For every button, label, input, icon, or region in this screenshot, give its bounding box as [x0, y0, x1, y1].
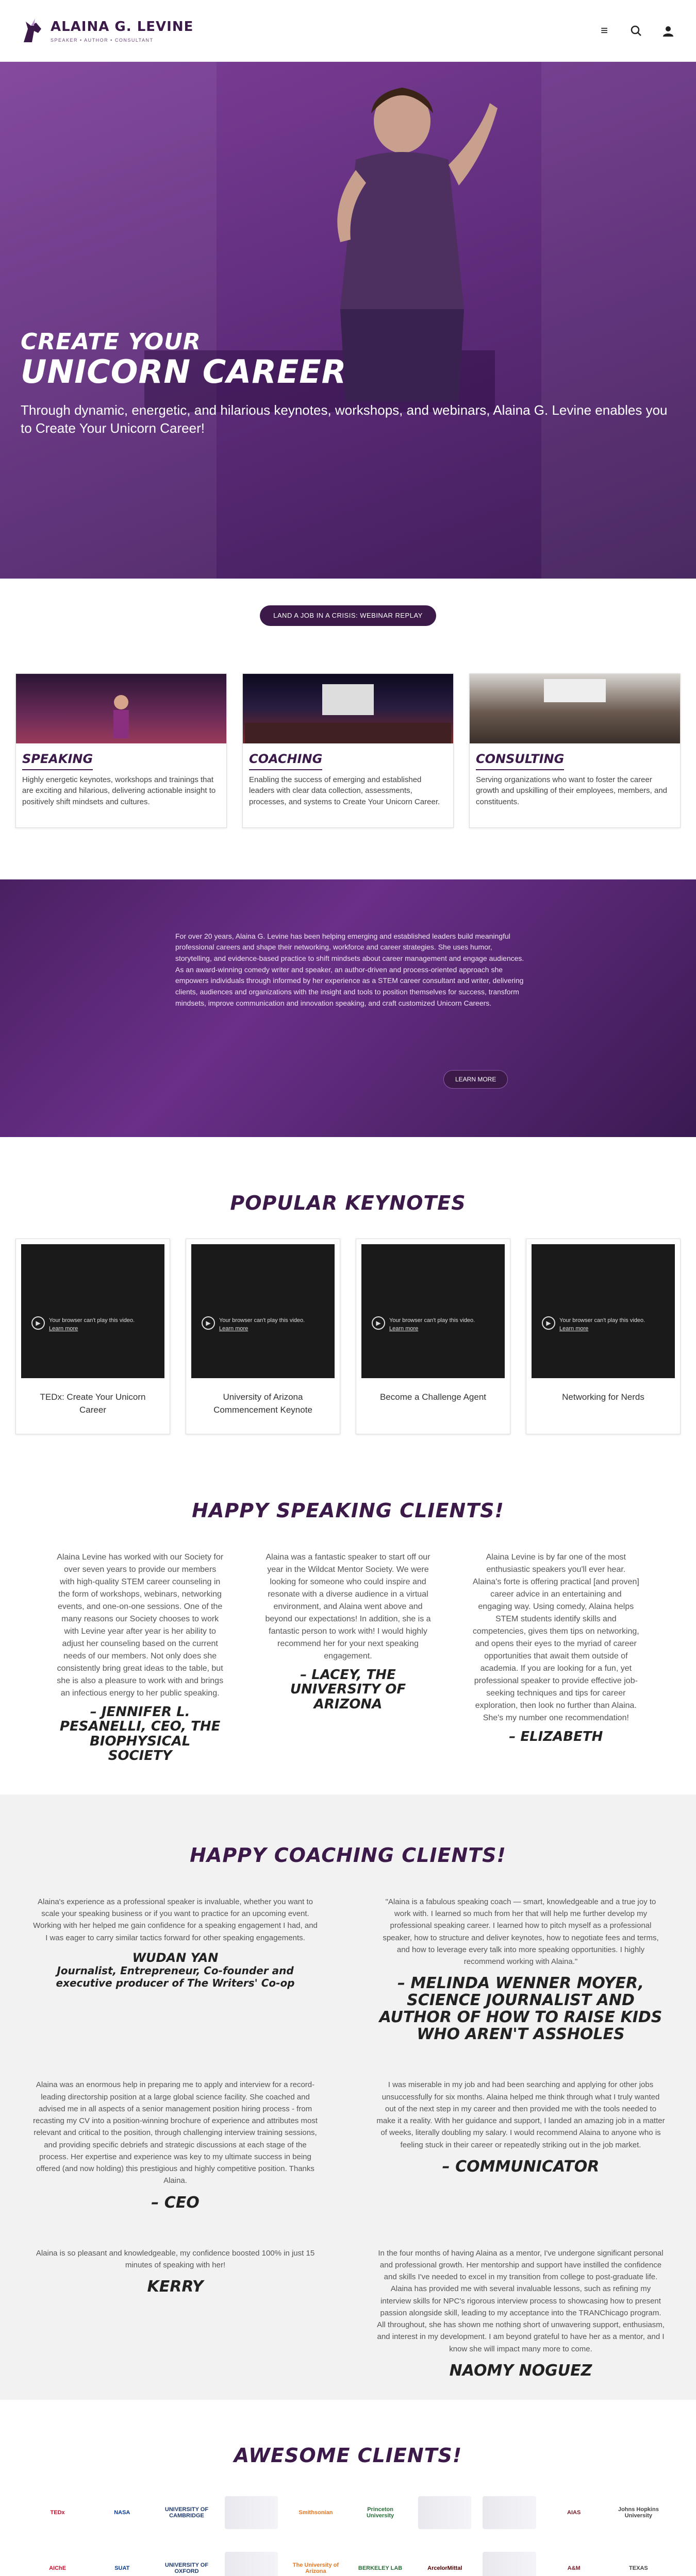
- client-logo: [483, 2552, 536, 2576]
- service-text-coaching: Enabling the success of emerging and established leaders with clear data collection, assessments, processes, and systems to Create Your Unicorn Career.: [249, 775, 440, 806]
- video-error-icon: ▶: [202, 1316, 215, 1330]
- logo-tagline: SPEAKER • AUTHOR • CONSULTANT: [51, 38, 154, 43]
- service-title-consulting: CONSULTING: [476, 750, 564, 770]
- webinar-replay-button[interactable]: LAND A JOB IN A CRISIS: WEBINAR REPLAY: [260, 605, 436, 626]
- testimonial-author: – ELIZABETH: [509, 1728, 603, 1744]
- testimonial-quote: Alaina Levine has worked with our Society for over seven years to provide our members with high-quality STEM career counseling in the form of workshops, webinars, networking events, and one-on-one sessions. One of the many reasons our Society chooses to work with Levine year after year is her ability to adjust her counseling based on the current needs of our members. Not only does she consistently bring great ideas to the table, but she is also a pleasure to work with and brings an infectious energy to her public speaking.: [57, 1552, 224, 1698]
- testimonial-author: – MELINDA WENNER MOYER, SCIENCE JOURNALIST AND AUTHOR OF HOW TO RAISE KIDS WHO AREN'T ASSHOLES: [379, 1974, 662, 2044]
- service-card-consulting[interactable]: [469, 673, 681, 828]
- services-section: [0, 653, 696, 838]
- client-logo: Princeton University: [366, 2506, 394, 2519]
- client-logo: TEDx: [50, 2509, 65, 2516]
- client-logo: Smithsonian: [299, 2509, 333, 2516]
- testimonial-role: Journalist, Entrepreneur, Co-founder and executive producer of The Writers' Co-op: [56, 1964, 295, 1990]
- testimonial-quote: In the four months of having Alaina as a mentor, I've undergone significant personal and professional growth. Her mentorship and support have instilled the confidence and skills I've needed to excel in my transition from college to post-graduate life. Alaina has provided me with several invaluable lessons, such as refining my interview skills for NPC's rigorous interview process to showcasing how to present passion alongside skill, leading to my acceptance into the TRANChicago program. All throughout, she has shown me nothing short of unwavering support, enthusiasm, and interest in my development. I am beyond grateful to have her as a mentor, and I know she will impact many more to come.: [377, 2248, 665, 2353]
- keynote-card[interactable]: [186, 1239, 340, 1434]
- hero-title: [21, 330, 670, 390]
- site-header: [0, 0, 696, 62]
- video-message: Your browser can't play this video.: [49, 1317, 135, 1324]
- keynotes-section: [0, 1137, 696, 1455]
- testimonial: [31, 2247, 320, 2379]
- hero-title-line1: CREATE YOUR: [21, 329, 201, 355]
- client-logo: BERKELEY LAB: [358, 2565, 403, 2571]
- keynote-video[interactable]: [191, 1244, 335, 1378]
- speaking-clients-title: HAPPY SPEAKING CLIENTS!: [192, 1499, 504, 1522]
- learn-more-button[interactable]: LEARN MORE: [443, 1070, 508, 1089]
- client-logo: UNIVERSITY OF CAMBRIDGE: [164, 2506, 209, 2519]
- testimonial-quote: Alaina's experience as a professional speaker is invaluable, whether you want to scale your speaking business or if you want to practice for an upcoming event. Working with her helped me gain confidence for a speaking engagement I had, and I was eager to carry similar tactics forward for other speaking engagements.: [33, 1897, 318, 1942]
- client-logo: A&M: [567, 2565, 581, 2571]
- testimonial-quote: Alaina was an enormous help in preparing me to apply and interview for a record-leading directorship position at a large global science facility. She coached and advised me in all aspects of a senior management position hiring process - from recasting my CV into a position-winning brochure of experience and attributes most relevant and critical to the position, through challenging interview training sessions, and providing specific debriefs and strategic discussions at each stage of the process. Her expertise and experience was key to my ultimate success in being offered (and now holding) this prestigious and highly competitive position. Thanks Alaina.: [33, 2080, 318, 2185]
- service-title-coaching: COACHING: [249, 750, 322, 770]
- search-icon[interactable]: [629, 24, 643, 38]
- speaking-testimonials: [0, 1455, 696, 1794]
- testimonial-quote: Alaina was a fantastic speaker to start off our year in the Wildcat Mentor Society. We were looking for someone who could inspire and resonate with a diverse audience in a virtual environment, and Alaina went above and beyond our expectations! In addition, she is a fantastic person to work with! I would highly recommend her for your next speaking engagement.: [265, 1552, 431, 1660]
- unicorn-logo-icon: [21, 18, 44, 44]
- testimonial-quote: "Alaina is a fabulous speaking coach — smart, knowledgeable and a true joy to work with. I learned so much from her that will help me further develop my professional speaking career. I learned how to pitch myself as a professional speaker, how to structure and deliver keynotes, how to negotiate fees and terms, and how to leverage every talk into more speaking opportunities. I highly recommend working with Alaina.": [383, 1897, 659, 1967]
- testimonial-author: – JENNIFER L. PESANELLI, CEO, THE BIOPHYSICAL SOCIETY: [59, 1704, 221, 1764]
- video-learn-more-link[interactable]: Learn more: [219, 1326, 248, 1332]
- service-title-speaking: SPEAKING: [22, 750, 93, 770]
- service-card-coaching[interactable]: [242, 673, 454, 828]
- user-icon[interactable]: [661, 24, 675, 38]
- service-text-consulting: Serving organizations who want to foster the career growth and upskilling of their employees, members, and constituents.: [476, 775, 668, 806]
- hero-banner: [0, 62, 696, 579]
- hero-title-line2: UNICORN CAREER: [21, 353, 347, 391]
- testimonial: [473, 1551, 639, 1764]
- testimonial: [376, 2247, 665, 2379]
- testimonial-quote: Alaina Levine is by far one of the most enthusiastic speakers you'll ever hear. Alaina's forte is offering practical [and proven] career advice in an entertaining and engaging way. Using comedy, Alaina helps STEM students identify skills and competencies, gives them tips on networking, and opens their eyes to the myriad of career opportunities that await them outside of academia. If you are looking for a fun, yet professional speaker to provide effective job-seeking techniques and tips for career exploration, then look no further than Alaina. She's my number one recommendation!: [472, 1552, 639, 1722]
- testimonial-author: WUDAN YAN: [132, 1950, 219, 1965]
- client-logo: AIAS: [567, 2509, 581, 2516]
- client-logo: NASA: [114, 2509, 130, 2516]
- clients-title: AWESOME CLIENTS!: [234, 2444, 462, 2467]
- testimonial-author: – COMMUNICATOR: [442, 2157, 600, 2176]
- client-logo: [225, 2552, 278, 2576]
- testimonial: [31, 1896, 320, 2043]
- keynotes-title: POPULAR KEYNOTES: [230, 1191, 466, 1214]
- client-logo: Johns Hopkins University: [618, 2506, 659, 2519]
- coaching-clients-title: HAPPY COACHING CLIENTS!: [190, 1843, 506, 1867]
- testimonial: [57, 1551, 223, 1764]
- keynote-video[interactable]: [21, 1244, 164, 1378]
- video-learn-more-link[interactable]: Learn more: [389, 1326, 419, 1332]
- video-message: Your browser can't play this video.: [389, 1317, 475, 1324]
- testimonial-author: – CEO: [151, 2193, 200, 2212]
- video-message: Your browser can't play this video.: [219, 1317, 305, 1324]
- keynote-card[interactable]: [356, 1239, 510, 1434]
- video-error-icon: ▶: [31, 1316, 45, 1330]
- site-logo[interactable]: [21, 17, 193, 44]
- client-logo: UNIVERSITY OF OXFORD: [164, 2562, 209, 2574]
- about-section: [0, 879, 696, 1137]
- keynote-caption: Become a Challenge Agent: [379, 1392, 487, 1402]
- keynote-caption: Networking for Nerds: [562, 1392, 644, 1402]
- video-error-icon: ▶: [542, 1316, 555, 1330]
- service-text-speaking: Highly energetic keynotes, workshops and trainings that are exciting and hilarious, delivering actionable insight to positively shift mindsets and cultures.: [22, 775, 216, 806]
- video-error-icon: ▶: [372, 1316, 385, 1330]
- testimonial: [264, 1551, 431, 1764]
- keynote-video[interactable]: [532, 1244, 675, 1378]
- client-logo: [418, 2496, 471, 2529]
- hero-subtitle: Through dynamic, energetic, and hilarious keynotes, workshops, and webinars, Alaina G. Levine enables you to Create Your Unicorn Career!: [21, 402, 668, 436]
- keynote-card[interactable]: [526, 1239, 681, 1434]
- testimonial: [31, 2079, 320, 2211]
- client-logo: SUAT: [114, 2565, 130, 2571]
- keynote-card[interactable]: [15, 1239, 170, 1434]
- coaching-image: [243, 674, 453, 743]
- keynote-caption: University of Arizona Commencement Keynote: [213, 1392, 312, 1415]
- consulting-image: [470, 674, 680, 743]
- keynote-video[interactable]: [361, 1244, 505, 1378]
- clients-section: [0, 2400, 696, 2576]
- menu-icon[interactable]: ≡: [600, 23, 608, 38]
- client-logo: The University of Arizona: [292, 2562, 339, 2574]
- client-logo: [225, 2496, 278, 2529]
- testimonial-quote: I was miserable in my job and had been searching and applying for other jobs unsuccessfully for six months. Alaina helped me think through what I truly wanted out of the next step in my career and then provided me with the tools needed to make it a reality. With her guidance and support, I landed an amazing job in a matter of weeks, literally doubling my salary. I would recommend Alaina to anyone who is feeling stuck in their career or repeatedly striking out in the job market.: [376, 2080, 665, 2149]
- video-learn-more-link[interactable]: Learn more: [49, 1326, 78, 1332]
- client-logo: TEXAS: [629, 2565, 648, 2571]
- speaking-image: [16, 674, 226, 743]
- video-learn-more-link[interactable]: Learn more: [559, 1326, 589, 1332]
- client-logo-grid: [31, 2496, 665, 2576]
- testimonial: [376, 2079, 665, 2211]
- testimonial-quote: Alaina is so pleasant and knowledgeable, my confidence boosted 100% in just 15 minutes of speaking with her!: [36, 2248, 315, 2269]
- client-logo: [483, 2496, 536, 2529]
- service-card-speaking[interactable]: [15, 673, 227, 828]
- about-text: For over 20 years, Alaina G. Levine has been helping emerging and established leaders build meaningful professional careers and shape their networking, workforce and career strategies. She uses humor, storytelling, and evidence-based practice to shift mindsets about career management and engage audiences. As an award-winning comedy writer and speaker, an author-driven and process-oriented approach she empowers individuals through informed by her experience as a STEM career consultant and writer, delivering clients, audiences and organizations with the insight and tools to position themselves for success, transform mindsets, improve communication and innovation speaking, and craft customized Unicorn Careers.: [175, 931, 524, 1007]
- logo-name: ALAINA G. LEVINE: [51, 19, 194, 35]
- testimonial-author: NAOMY NOGUEZ: [449, 2361, 592, 2380]
- testimonial-author: KERRY: [147, 2278, 204, 2296]
- video-message: Your browser can't play this video.: [559, 1317, 645, 1324]
- coaching-testimonials: [0, 1794, 696, 2400]
- keynote-caption: TEDx: Create Your Unicorn Career: [40, 1392, 146, 1415]
- testimonial-author: – LACEY, THE UNIVERSITY OF ARIZONA: [290, 1667, 406, 1712]
- testimonial: [376, 1896, 665, 2043]
- client-logo: AIChE: [49, 2565, 67, 2571]
- client-logo: ArcelorMittal: [427, 2565, 462, 2571]
